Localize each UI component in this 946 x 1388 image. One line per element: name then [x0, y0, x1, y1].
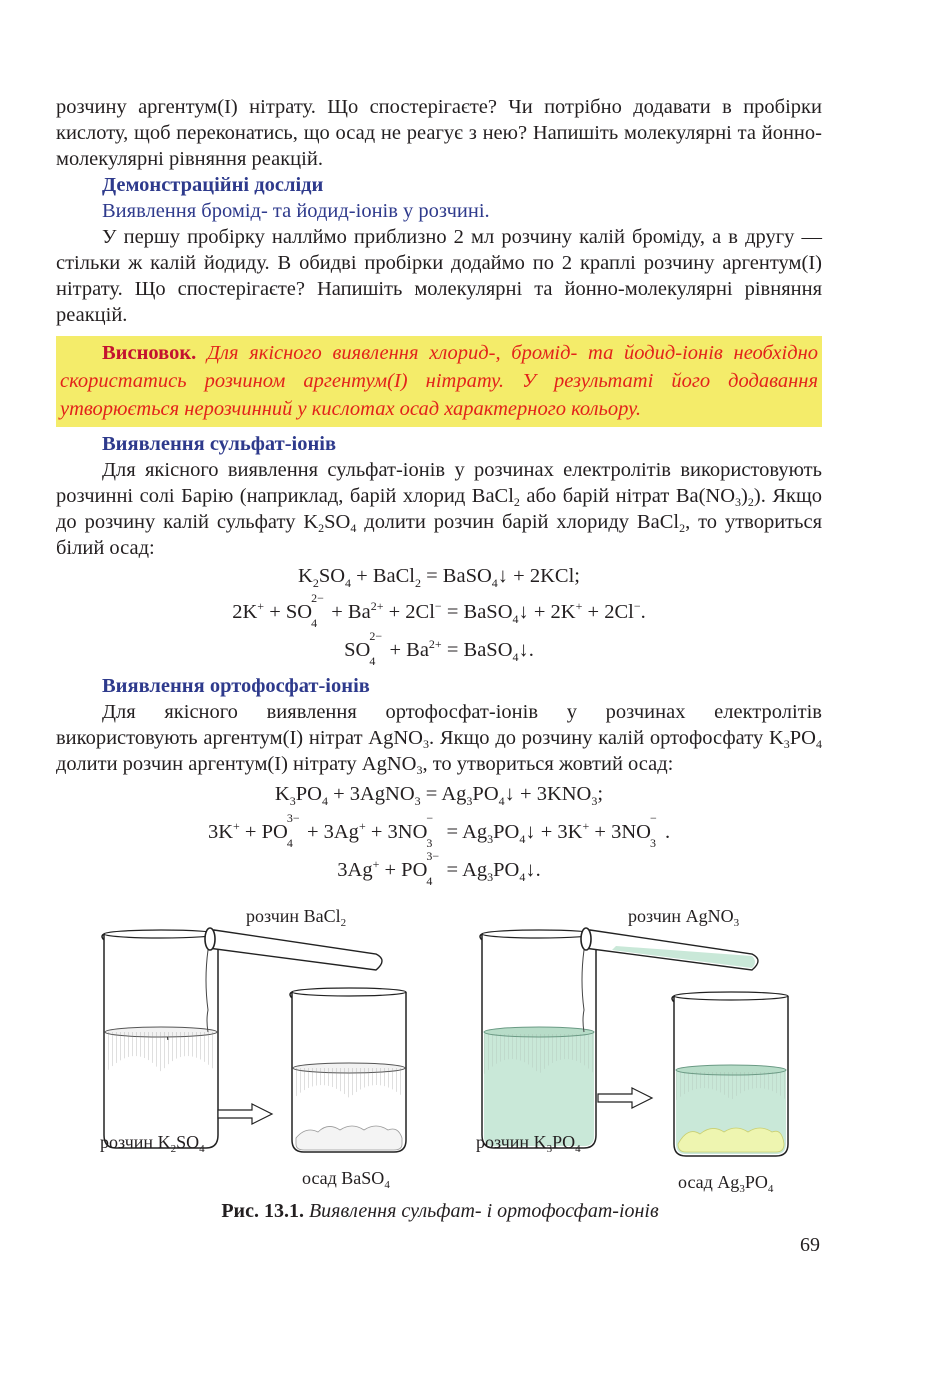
equation-sulfate-ionic-full: 2K+ + SO 2− 4 + $Ba^{2+} + 2Cl^-$ = BaSO$_4$↓ + 2K+ + 2Cl−.	[232, 591, 646, 630]
equation-phosphate-ionic-full: 3K+ + PO 3− 4 + 3Ag+ + 3NO − 3 = $Ag_3PO_4↓ + 3K^+ + 3NO$ − 3 .	[207, 811, 671, 850]
equation-sulfate-ionic-short: SO 2− 4 + $Ba^{2+}$ = BaSO$_4$↓.	[344, 629, 534, 668]
page-number: 69	[800, 1234, 820, 1256]
label-bacl2: розчин BaCl$_2$	[246, 906, 347, 929]
arrow-2	[598, 1088, 652, 1108]
beaker-k3po4	[480, 930, 596, 1148]
label-agno3: розчин AgNO$_3$	[628, 906, 740, 929]
label-k2so4: розчин $K_2SO_4$	[100, 1132, 205, 1155]
page-body	[56, 94, 823, 888]
label-ag3po4: осад $Ag_3PO_4$	[678, 1172, 774, 1195]
beaker-ag3po4	[672, 992, 788, 1156]
intro-paragraph: розчину аргентум(I) нітрату. Що спостерігаєте? Чи потрібно додавати в пробірки кислоту, щоб переконатись, що осад не реагує з нею? Напишіть молекулярні та йонно-молекулярні рівняння реакцій.	[56, 96, 822, 170]
phosphate-paragraph: Для якісного виявлення ортофосфат-іонів у розчинах електролітів використовують аргентум(I) нітрат AgNO$_3$. Якщо до розчину калій ортофосфату $K_3PO_4$ долити розчин аргентум(I) нітрату AgNO$_3$, то утвориться жовтий осад:	[56, 701, 822, 777]
conclusion-text: Для якісного виявлення хлорид-, бромід- та йодид-іонів необхідно скористатись розчином аргентум(I) нітрату. У результаті його додавання утворюється нерозчинний у кислотах осад характерного кольору.	[60, 342, 818, 420]
caption-text: Виявлення сульфат- і ортофосфат-іонів	[308, 1200, 659, 1222]
equation-sulfate-molecular: $K_2SO_4$ + BaCl$_2$ = BaSO$_4$↓ + 2KCl;	[298, 565, 580, 590]
label-baso4: осад BaSO$_4$	[302, 1168, 390, 1191]
test-tube-agno3	[581, 928, 758, 1032]
phosphate-heading: Виявлення ортофосфат-іонів	[102, 675, 370, 697]
demo-heading: Демонстраційні досліди	[102, 174, 324, 196]
equation-phosphate-ionic-short: 3Ag+ + PO 3− 4 = $Ag_3PO_4↓$.	[337, 849, 541, 888]
conclusion-box	[56, 336, 822, 427]
figure-illustration	[56, 900, 846, 1200]
conclusion-label: Висновок.	[102, 342, 197, 364]
figure-caption	[0, 1200, 880, 1223]
test-tube-bacl2	[205, 928, 382, 1032]
demo-subheading: Виявлення бромід- та йодид-іонів у розчині.	[102, 200, 490, 222]
demo-paragraph: У першу пробірку наллймо приблизно 2 мл розчину калій броміду, а в другу — стільки ж калій йодиду. В обидві пробірки додаймо по 2 краплі розчину аргентум(I) нітрату. Що спостерігаєте? Напишіть молекулярні та йонно-молекулярні рівняння реакцій.	[56, 226, 822, 326]
beaker-baso4	[290, 988, 406, 1152]
sulfate-paragraph: Для якісного виявлення сульфат-іонів у розчинах електролітів використовують розчинні солі Барію (наприклад, барій хлорид BaCl$_2$ або барій нітрат $Ba(NO_3)_2$). Якщо до розчину калій сульфату $K_2SO_4$ долити розчин барій хлориду BaCl$_2$, то утвориться білий осад:	[56, 459, 823, 559]
equation-phosphate-molecular: $K_3PO_4$ + 3AgNO$_3$ = $Ag_3PO_4↓ + 3KNO_3$;	[274, 783, 604, 808]
figure-13-1	[56, 900, 846, 1200]
sulfate-heading: Виявлення сульфат-іонів	[102, 433, 337, 455]
caption-number: Рис. 13.1.	[221, 1200, 304, 1222]
label-k3po4: розчин $K_3PO_4$	[476, 1132, 581, 1155]
